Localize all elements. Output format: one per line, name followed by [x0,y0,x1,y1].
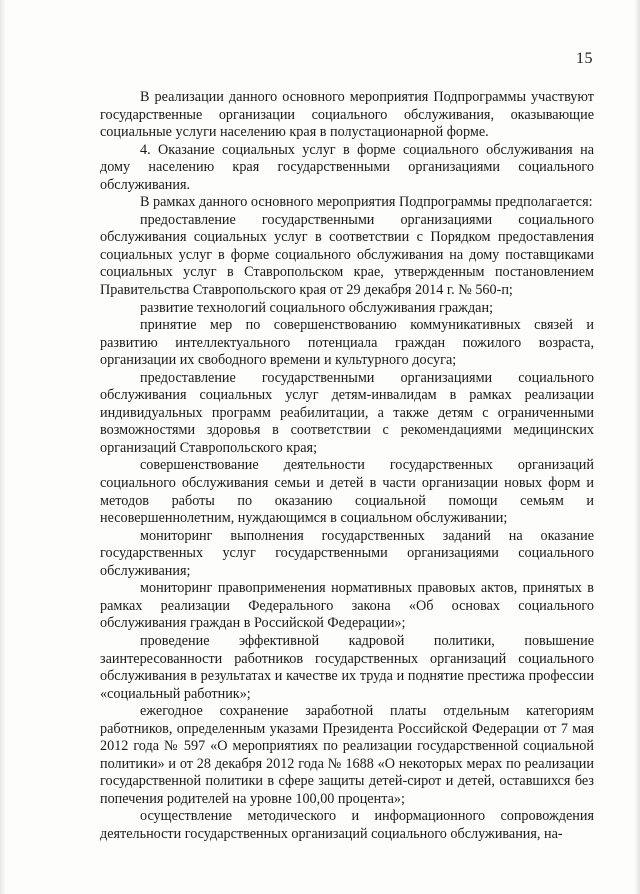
paragraph: мониторинг правоприменения нормативных правовых актов, принятых в рамках реализации Федерального закона «Об основах социального обслуживания граждан в Российской Федерации»; [100,580,594,632]
page-number: 15 [576,50,593,67]
scan-right-edge [634,0,640,894]
document-body [100,89,594,844]
paragraph: В рамках данного основного мероприятия Подпрограммы предполагается: [140,194,593,211]
paragraph: развитие технологий социального обслуживания граждан; [140,299,494,316]
paragraph: совершенствование деятельности государственных организаций социального обслуживания семьи и детей в части организации новых форм и методов работы по оказанию социальной помощи семьям и несовершеннолетним, нуждающимся в социальном обслуживании; [100,457,594,527]
paragraph: предоставление государственными организациями социального обслуживания социальных услуг детям-инвалидам в рамках реализации индивидуальных программ реабилитации, а также детям с ограниченными возможностями здоровья в соответствии с рекомендациями медицинских организаций Ставропольского края; [100,369,594,456]
paragraph: В реализации данного основного мероприятия Подпрограммы участвуют государственные организации социального обслуживания, оказывающие социальные услуги населению края в полустационарной форме. [100,89,594,141]
paragraph: мониторинг выполнения государственных заданий на оказание государственных услуг государственными организациями социального обслуживания; [100,527,594,579]
paragraph: ежегодное сохранение заработной платы отдельным категориям работников, определенным указами Президента Российской Федерации от 7 мая 2012 года № 597 «О мероприятиях по реализации государственной социальной политики» и от 28 декабря 2012 года № 1688 «О некоторых мерах по реализации государственной политики в сфере защиты детей-сирот и детей, оставшихся без попечения родителей на уровне 100,00 процента»; [100,703,594,807]
paragraph: проведение эффективной кадровой политики, повышение заинтересованности работников государственных организаций социального обслуживания в результатах и качестве их труда и поднятие престижа профессии «социальный работник»; [100,632,594,702]
paragraph: принятие мер по совершенствованию коммуникативных связей и развитию интеллектуального потенциала граждан пожилого возраста, организации их свободного времени и культурного досуга; [100,317,594,369]
paragraph: предоставление государственными организациями социального обслуживания социальных услуг в соответствии с Порядком предоставления социальных услуг в форме социального обслуживания на дому поставщиками социальных услуг в Ставропольском крае, утвержденным постановлением Правительства Ставропольского края от 29 декабря 2014 г. № 560-п; [100,211,594,299]
scan-left-edge [0,0,6,894]
paragraph: осуществление методического и информационного сопровождения деятельности государственных организаций социального обслуживания, на- [100,808,594,842]
paragraph: 4. Оказание социальных услуг в форме социального обслуживания на дому населению края государственными организациями социального обслуживания. [100,141,594,193]
